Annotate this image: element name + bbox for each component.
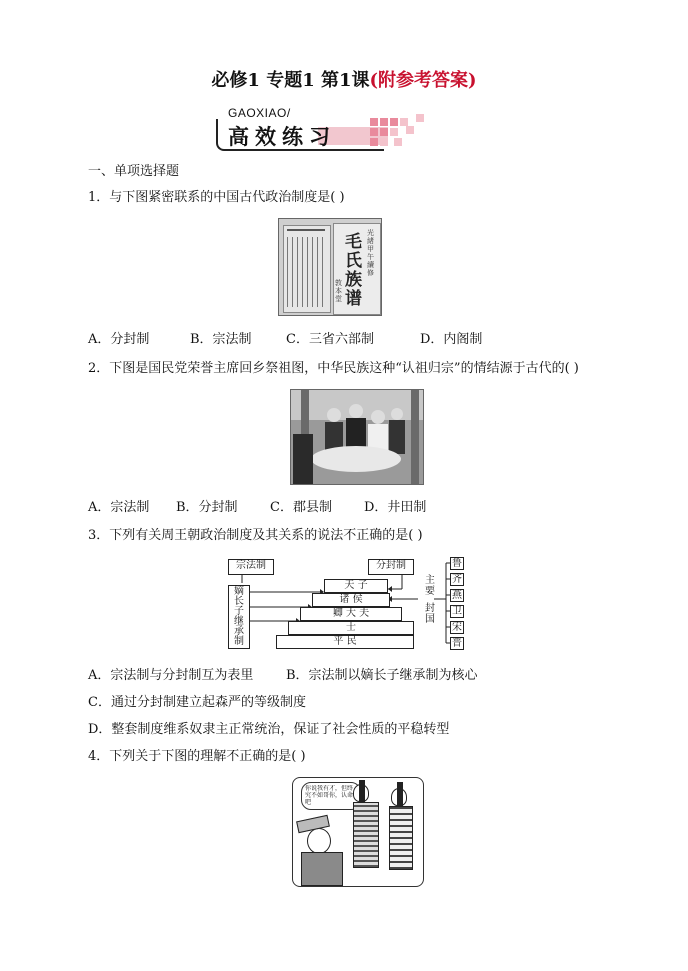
state-yan: 燕	[452, 590, 462, 601]
genealogy-image	[278, 218, 382, 316]
state-qi: 齐	[452, 574, 462, 585]
section-heading: 一、单项选择题	[88, 164, 180, 179]
q2-option-b: B．分封制	[176, 500, 238, 515]
state-lu: 鲁	[452, 558, 462, 569]
question-2-stem: 2．下图是国民党荣誉主席回乡祭祖图，中华民族这种“认祖归宗”的情结源于古代的( )	[88, 361, 579, 376]
ancestor-worship-photo	[290, 389, 424, 485]
q1-option-c: C．三省六部制	[286, 332, 374, 347]
zhou-system-diagram	[228, 555, 464, 651]
page-title	[0, 66, 688, 92]
cartoon-image	[292, 777, 424, 887]
fenfeng-label-box: 分封制	[368, 559, 414, 575]
tier-pingmin: 平 民	[276, 635, 414, 649]
fief-char-2: 国	[425, 614, 435, 625]
zongfa-label-box: 宗法制	[228, 559, 274, 575]
state-jin: 晋	[452, 638, 462, 649]
genealogy-hall-label: 敦本堂	[335, 279, 342, 303]
q1-option-d: D．内阁制	[420, 332, 483, 347]
primogeniture-char-2: 长	[234, 596, 244, 607]
main-char-2: 要	[425, 586, 435, 597]
q1-option-a: A．分封制	[88, 332, 150, 347]
state-wei: 卫	[452, 606, 462, 617]
cartoon-bubble-text: 你说我有才，但终究不如哥你，认命吧	[305, 785, 354, 806]
banner-squares	[370, 114, 440, 150]
answer-note: (附参考答案)	[369, 70, 477, 91]
q2-option-d: D．井田制	[364, 500, 427, 515]
fief-char-1: 封	[425, 603, 435, 614]
tier-zhuhou: 诸 侯	[312, 593, 390, 607]
q3-option-d: D．整套制度维系奴隶主正常统治，保证了社会性质的平稳转型	[88, 722, 450, 737]
tier-tianzi: 天 子	[324, 579, 388, 593]
question-4-stem: 4．下列关于下图的理解不正确的是( )	[88, 749, 306, 764]
title-main: 必修1 专题1 第1课	[211, 70, 370, 91]
primogeniture-char-4: 继	[234, 616, 244, 627]
q3-option-b: B．宗法制以嫡长子继承制为核心	[286, 668, 478, 683]
q3-option-c: C．通过分封制建立起森严的等级制度	[88, 695, 306, 710]
q1-option-b: B．宗法制	[190, 332, 252, 347]
q2-option-c: C．郡县制	[270, 500, 332, 515]
genealogy-title: 毛氏族谱	[345, 232, 362, 309]
question-1-stem: 1．与下图紧密联系的中国古代政治制度是( )	[88, 190, 345, 205]
state-song: 宋	[452, 622, 462, 633]
primogeniture-char-5: 承	[234, 626, 244, 637]
tier-shi: 士	[288, 621, 414, 635]
banner-subtitle: GAOXIAO/	[228, 106, 291, 120]
q3-option-a: A．宗法制与分封制互为表里	[88, 668, 254, 683]
main-char-1: 主	[425, 575, 435, 586]
primogeniture-char-1: 嫡	[234, 586, 244, 597]
tier-qingdafu: 卿 大 夫	[300, 607, 402, 621]
genealogy-small-text: 光緒甲午 續修	[367, 229, 374, 277]
primogeniture-char-3: 子	[234, 606, 244, 617]
q2-option-a: A．宗法制	[88, 500, 150, 515]
question-3-stem: 3．下列有关周王朝政治制度及其关系的说法不正确的是( )	[88, 528, 423, 543]
banner-title: 高效练习	[228, 125, 336, 149]
primogeniture-char-6: 制	[234, 636, 244, 647]
